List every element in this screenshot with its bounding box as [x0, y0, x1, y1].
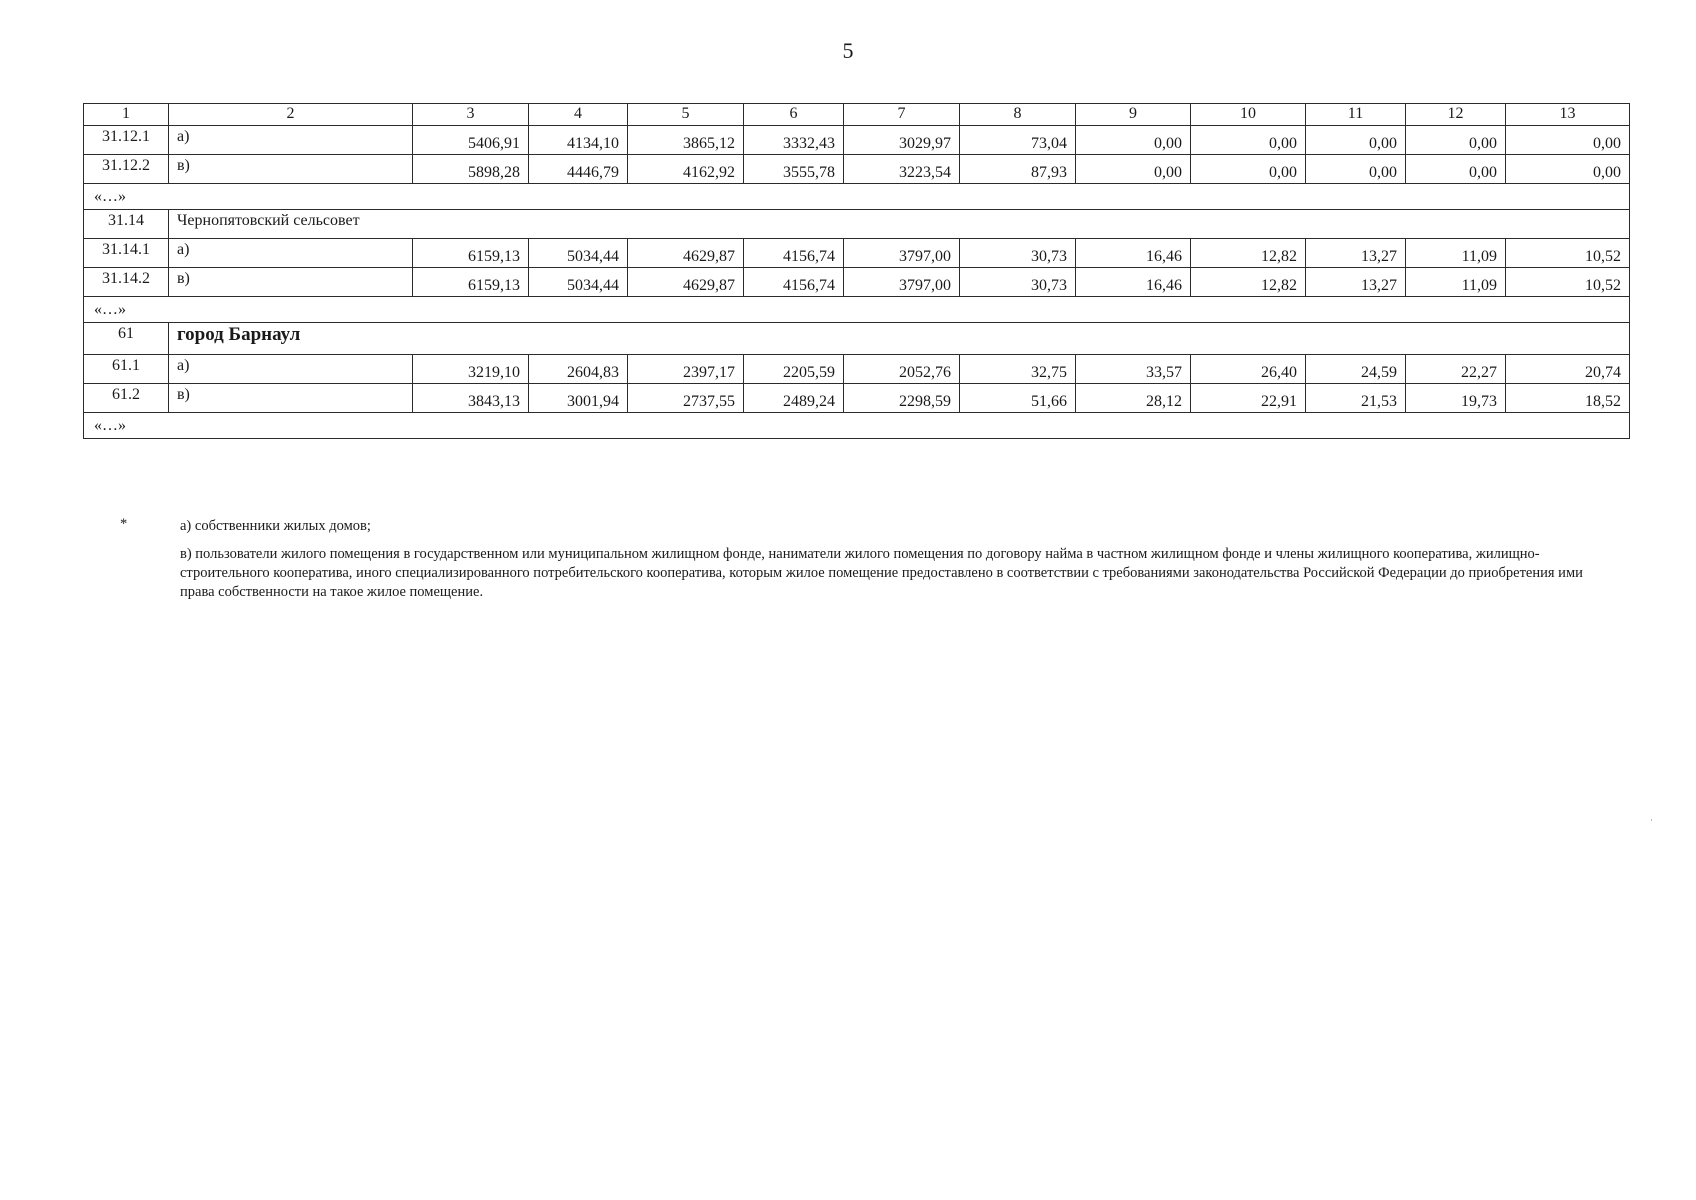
value-cell: 73,04 — [960, 126, 1076, 155]
table-row — [84, 384, 1630, 413]
row-label: в) — [169, 268, 413, 297]
row-code: 31.14.1 — [84, 239, 169, 268]
row-code: 61.1 — [84, 355, 169, 384]
value-cell: 26,40 — [1191, 355, 1306, 384]
value-cell: 0,00 — [1076, 126, 1191, 155]
value-cell: 28,12 — [1076, 384, 1191, 413]
table-row — [84, 155, 1630, 184]
value-cell: 4134,10 — [529, 126, 628, 155]
value-cell: 24,59 — [1306, 355, 1406, 384]
value-cell: 4156,74 — [744, 239, 844, 268]
row-label: в) — [169, 384, 413, 413]
table-header-row — [84, 104, 1630, 126]
row-label: Чернопятовский сельсовет — [169, 210, 1630, 239]
value-cell: 11,09 — [1406, 239, 1506, 268]
value-cell: 5406,91 — [413, 126, 529, 155]
ellipsis-cell: «…» — [84, 184, 1630, 210]
value-cell: 3865,12 — [628, 126, 744, 155]
group-row — [84, 323, 1630, 355]
table-row — [84, 126, 1630, 155]
value-cell: 13,27 — [1306, 239, 1406, 268]
column-number: 4 — [529, 104, 628, 126]
column-number: 5 — [628, 104, 744, 126]
value-cell: 87,93 — [960, 155, 1076, 184]
column-number: 1 — [84, 104, 169, 126]
table-row — [84, 355, 1630, 384]
value-cell: 2604,83 — [529, 355, 628, 384]
row-label: а) — [169, 355, 413, 384]
value-cell: 4156,74 — [744, 268, 844, 297]
value-cell: 13,27 — [1306, 268, 1406, 297]
value-cell: 4629,87 — [628, 239, 744, 268]
row-label: а) — [169, 126, 413, 155]
table-row — [84, 268, 1630, 297]
scan-mark — [1651, 819, 1652, 821]
footnote-marker: * — [120, 516, 128, 532]
value-cell: 2205,59 — [744, 355, 844, 384]
value-cell: 3555,78 — [744, 155, 844, 184]
value-cell: 3797,00 — [844, 239, 960, 268]
value-cell: 0,00 — [1076, 155, 1191, 184]
ellipsis-row — [84, 184, 1630, 210]
value-cell: 2489,24 — [744, 384, 844, 413]
column-number: 11 — [1306, 104, 1406, 126]
footnote-a: а) собственники жилых домов; — [180, 518, 371, 534]
value-cell: 4162,92 — [628, 155, 744, 184]
tariff-table — [83, 103, 1630, 439]
value-cell: 32,75 — [960, 355, 1076, 384]
value-cell: 2397,17 — [628, 355, 744, 384]
value-cell: 0,00 — [1191, 155, 1306, 184]
table-body — [84, 104, 1630, 439]
value-cell: 10,52 — [1506, 268, 1630, 297]
column-number: 8 — [960, 104, 1076, 126]
value-cell: 0,00 — [1406, 155, 1506, 184]
value-cell: 19,73 — [1406, 384, 1506, 413]
value-cell: 6159,13 — [413, 268, 529, 297]
ellipsis-row — [84, 413, 1630, 439]
column-number: 7 — [844, 104, 960, 126]
value-cell: 16,46 — [1076, 239, 1191, 268]
value-cell: 30,73 — [960, 239, 1076, 268]
section-row — [84, 210, 1630, 239]
column-number: 13 — [1506, 104, 1630, 126]
value-cell: 18,52 — [1506, 384, 1630, 413]
value-cell: 0,00 — [1406, 126, 1506, 155]
footnote-b: в) пользователи жилого помещения в государственном или муниципальном жилищном фонде, наниматели жилого помещения по договору найма в частном жилищном фонде и члены жилищного кооператива, жилищно-строительного кооператива, иного специализированного потребительского кооператива, которым жилое помещение предоставлено в соответствии с требованиями законодательства Российской Федерации до приобретения ими права собственности на такое жилое помещение. — [180, 546, 1583, 600]
value-cell: 12,82 — [1191, 239, 1306, 268]
value-cell: 0,00 — [1306, 155, 1406, 184]
value-cell: 4446,79 — [529, 155, 628, 184]
row-code: 61 — [84, 323, 169, 355]
value-cell: 20,74 — [1506, 355, 1630, 384]
value-cell: 6159,13 — [413, 239, 529, 268]
value-cell: 22,91 — [1191, 384, 1306, 413]
value-cell: 11,09 — [1406, 268, 1506, 297]
value-cell: 12,82 — [1191, 268, 1306, 297]
value-cell: 3219,10 — [413, 355, 529, 384]
value-cell: 0,00 — [1306, 126, 1406, 155]
value-cell: 3797,00 — [844, 268, 960, 297]
ellipsis-row — [84, 297, 1630, 323]
table-row — [84, 239, 1630, 268]
row-code: 61.2 — [84, 384, 169, 413]
value-cell: 3029,97 — [844, 126, 960, 155]
value-cell: 2052,76 — [844, 355, 960, 384]
column-number: 9 — [1076, 104, 1191, 126]
value-cell: 21,53 — [1306, 384, 1406, 413]
column-number: 3 — [413, 104, 529, 126]
value-cell: 5034,44 — [529, 239, 628, 268]
value-cell: 3223,54 — [844, 155, 960, 184]
row-code: 31.12.1 — [84, 126, 169, 155]
value-cell: 33,57 — [1076, 355, 1191, 384]
value-cell: 5898,28 — [413, 155, 529, 184]
value-cell: 2737,55 — [628, 384, 744, 413]
value-cell: 22,27 — [1406, 355, 1506, 384]
column-number: 10 — [1191, 104, 1306, 126]
value-cell: 0,00 — [1191, 126, 1306, 155]
value-cell: 0,00 — [1506, 126, 1630, 155]
row-code: 31.12.2 — [84, 155, 169, 184]
column-number: 12 — [1406, 104, 1506, 126]
row-label: в) — [169, 155, 413, 184]
row-label: город Барнаул — [169, 323, 1630, 355]
value-cell: 16,46 — [1076, 268, 1191, 297]
column-number: 2 — [169, 104, 413, 126]
value-cell: 3001,94 — [529, 384, 628, 413]
ellipsis-cell: «…» — [84, 297, 1630, 323]
column-number: 6 — [744, 104, 844, 126]
row-code: 31.14 — [84, 210, 169, 239]
value-cell: 3332,43 — [744, 126, 844, 155]
value-cell: 10,52 — [1506, 239, 1630, 268]
row-label: а) — [169, 239, 413, 268]
value-cell: 2298,59 — [844, 384, 960, 413]
value-cell: 4629,87 — [628, 268, 744, 297]
ellipsis-cell: «…» — [84, 413, 1630, 439]
row-code: 31.14.2 — [84, 268, 169, 297]
value-cell: 0,00 — [1506, 155, 1630, 184]
value-cell: 5034,44 — [529, 268, 628, 297]
value-cell: 30,73 — [960, 268, 1076, 297]
value-cell: 3843,13 — [413, 384, 529, 413]
value-cell: 51,66 — [960, 384, 1076, 413]
page-number: 5 — [842, 38, 854, 63]
